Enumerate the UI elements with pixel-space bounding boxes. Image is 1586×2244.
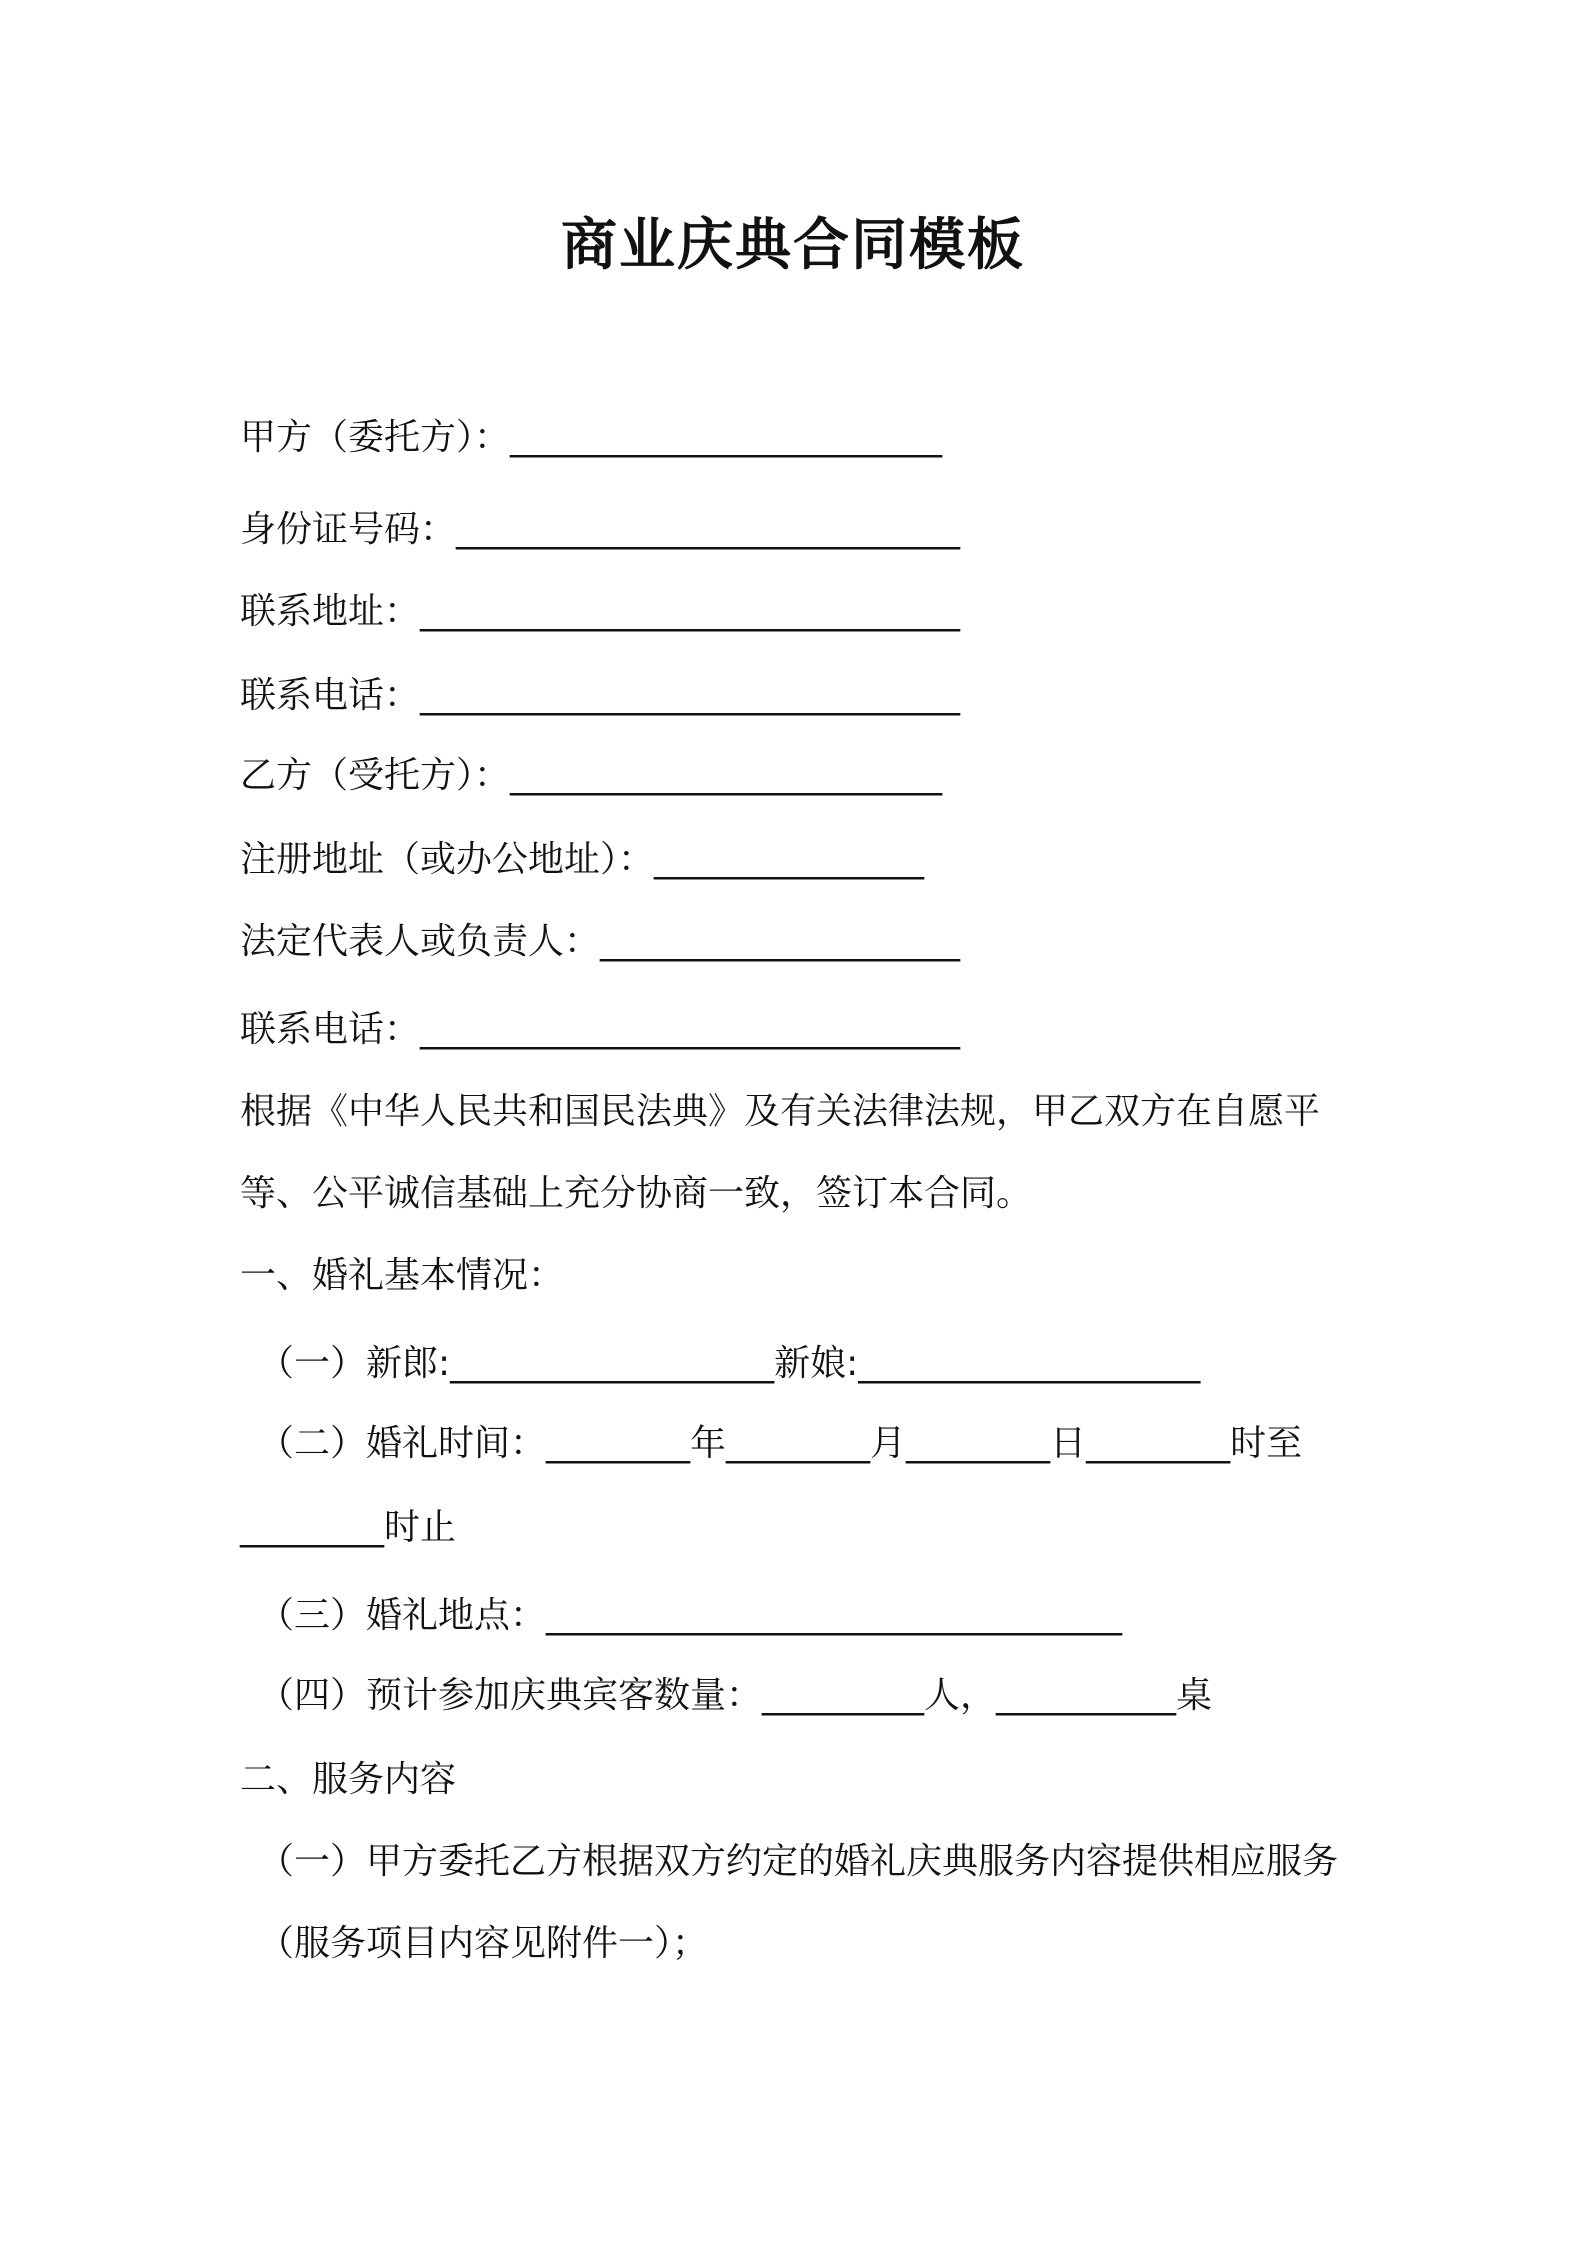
registered-address-row <box>240 836 924 884</box>
party-a-phone-blank[interactable]: ______________________________ <box>420 675 961 716</box>
party-a-address-blank[interactable]: ______________________________ <box>420 591 961 632</box>
end-hour-blank[interactable]: ________ <box>240 1507 384 1548</box>
party-a-blank[interactable]: ________________________ <box>510 417 943 458</box>
registered-address-blank[interactable]: _______________ <box>654 839 925 880</box>
party-a-phone-label: 联系电话： <box>240 675 421 716</box>
party-b-phone-row <box>240 1006 960 1054</box>
section-2-heading: 二、服务内容 <box>240 1759 457 1800</box>
service-item-1-line-2: （服务项目内容见附件一）； <box>258 1923 709 1964</box>
party-b-phone-blank[interactable]: ______________________________ <box>420 1009 961 1050</box>
month-blank[interactable]: ________ <box>726 1423 871 1464</box>
start-hour-blank[interactable]: ________ <box>1086 1423 1231 1464</box>
year-blank[interactable]: ________ <box>546 1423 691 1464</box>
bride-blank[interactable]: ___________________ <box>858 1343 1201 1384</box>
year-label: 年 <box>690 1423 727 1464</box>
party-b-phone-label: 联系电话： <box>240 1009 421 1050</box>
wedding-venue-label: （三）婚礼地点： <box>258 1595 547 1636</box>
id-number-row <box>240 506 960 554</box>
registered-address-label: 注册地址（或办公地址）： <box>240 839 655 880</box>
table-count-blank[interactable]: __________ <box>996 1675 1177 1716</box>
id-number-blank[interactable]: ____________________________ <box>456 509 961 550</box>
party-a-address-row <box>240 588 960 636</box>
groom-bride-row <box>258 1340 1200 1388</box>
wedding-time-row <box>258 1420 1302 1468</box>
service-item-1-line-1: （一）甲方委托乙方根据双方约定的婚礼庆典服务内容提供相应服务 <box>258 1841 1339 1882</box>
guest-count-blank[interactable]: _________ <box>762 1675 925 1716</box>
bride-label: 新娘: <box>774 1343 859 1384</box>
legal-representative-row <box>240 918 960 966</box>
day-blank[interactable]: ________ <box>906 1423 1051 1464</box>
page-title: 商业庆典合同模板 <box>561 213 1025 278</box>
party-b-blank[interactable]: ________________________ <box>510 755 943 796</box>
party-b-row <box>240 752 942 800</box>
legal-representative-blank[interactable]: ____________________ <box>600 921 961 962</box>
wedding-venue-blank[interactable]: ________________________________ <box>546 1595 1123 1636</box>
wedding-venue-row <box>258 1592 1122 1640</box>
party-a-address-label: 联系地址： <box>240 591 421 632</box>
month-label: 月 <box>870 1423 907 1464</box>
wedding-time-label: （二）婚礼时间： <box>258 1423 547 1464</box>
party-b-label: 乙方（受托方）： <box>240 755 511 796</box>
people-label: 人， <box>924 1675 997 1716</box>
groom-label: （一）新郎: <box>258 1343 451 1384</box>
day-label: 日 <box>1050 1423 1087 1464</box>
wedding-end-time-row <box>240 1504 456 1552</box>
guest-count-label: （四）预计参加庆典宾客数量： <box>258 1675 763 1716</box>
guest-count-row <box>258 1672 1212 1720</box>
party-a-label: 甲方（委托方）： <box>240 417 511 458</box>
id-number-label: 身份证号码： <box>240 509 457 550</box>
party-a-row <box>240 414 942 462</box>
legal-representative-label: 法定代表人或负责人： <box>240 921 601 962</box>
tables-label: 桌 <box>1176 1675 1213 1716</box>
section-1-heading: 一、婚礼基本情况： <box>240 1255 565 1296</box>
hour-to-label: 时至 <box>1230 1423 1303 1464</box>
groom-blank[interactable]: __________________ <box>450 1343 775 1384</box>
preamble-line-2: 等、公平诚信基础上充分协商一致，签订本合同。 <box>240 1173 1033 1214</box>
party-a-phone-row <box>240 672 960 720</box>
hour-end-label: 时止 <box>384 1507 457 1548</box>
preamble-line-1: 根据《中华人民共和国民法典》及有关法律法规，甲乙双方在自愿平 <box>240 1091 1321 1132</box>
